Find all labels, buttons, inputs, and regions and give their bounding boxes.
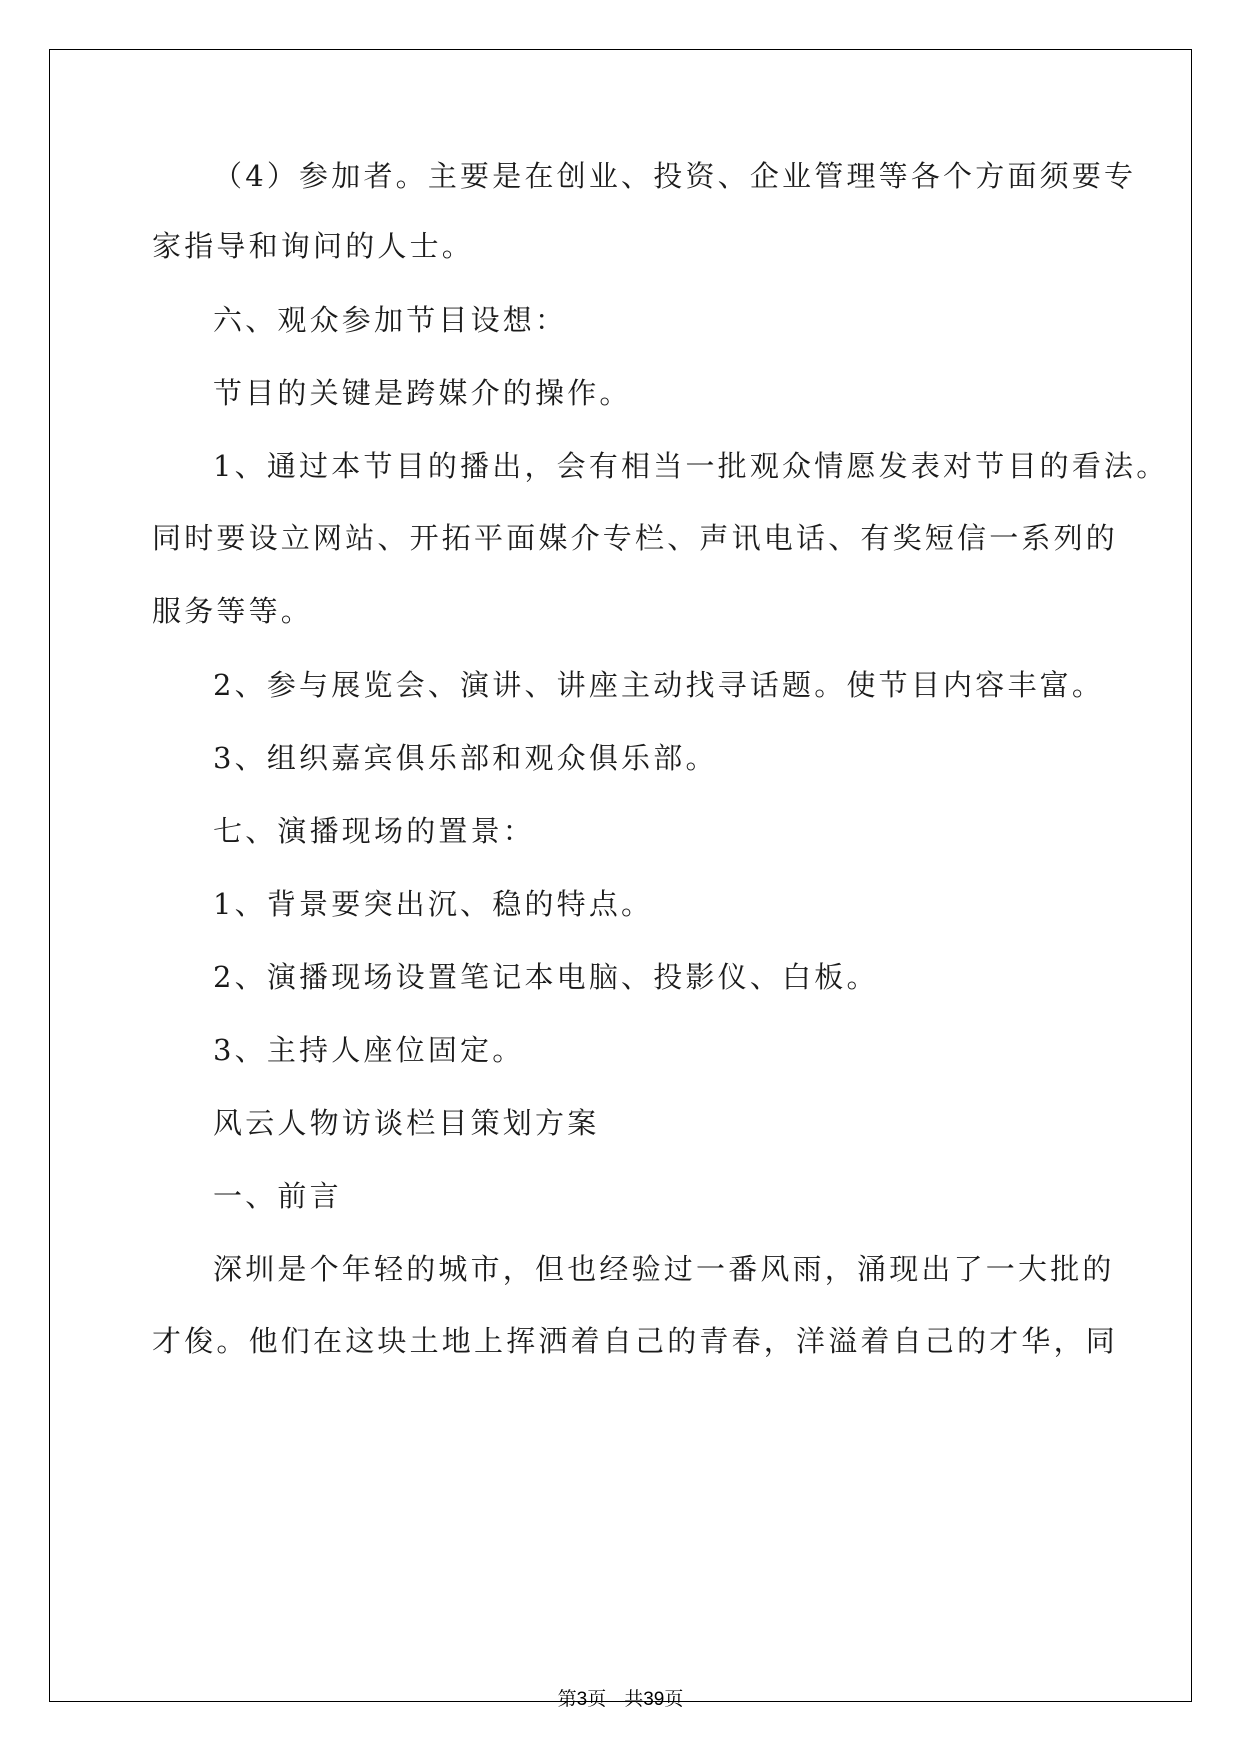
page-footer: [0, 1688, 1241, 1712]
total-suffix: 页: [664, 1689, 684, 1710]
total-pages: 39: [643, 1689, 665, 1710]
section-heading: 六、观众参加节目设想：: [213, 303, 568, 337]
section-heading: 七、演播现场的置景：: [213, 814, 536, 848]
list-item: 1、通过本节目的播出，会有相当一批观众情愿发表对节目的看法。: [213, 449, 1169, 483]
page-border: [49, 49, 1192, 1702]
list-item: 3、主持人座位固定。: [213, 1033, 525, 1067]
total-prefix: 共: [624, 1689, 644, 1710]
document-subtitle: 风云人物访谈栏目策划方案: [213, 1106, 600, 1140]
section-heading: 一、前言: [213, 1179, 342, 1213]
paragraph-line: 深圳是个年轻的城市，但也经验过一番风雨，涌现出了一大批的: [213, 1252, 1115, 1286]
list-item: 1、背景要突出沉、稳的特点。: [213, 887, 654, 921]
page-number: 3: [576, 1689, 588, 1710]
list-item: 2、参与展览会、演讲、讲座主动找寻话题。使节目内容丰富。: [213, 668, 1105, 702]
paragraph-line: 服务等等。: [152, 594, 314, 628]
page-suffix: 页: [587, 1689, 607, 1710]
paragraph-line: （4）参加者。主要是在创业、投资、企业管理等各个方面须要专: [213, 159, 1137, 193]
page-prefix: 第: [557, 1689, 577, 1710]
list-item: 2、演播现场设置笔记本电脑、投影仪、白板。: [213, 960, 879, 994]
list-item: 3、组织嘉宾俱乐部和观众俱乐部。: [213, 741, 718, 775]
paragraph-line: 家指导和询问的人士。: [152, 229, 475, 263]
paragraph-line: 节目的关键是跨媒介的操作。: [213, 376, 632, 410]
paragraph-line: 才俊。他们在这块土地上挥洒着自己的青春，洋溢着自己的才华，同: [152, 1324, 1119, 1358]
paragraph-line: 同时要设立网站、开拓平面媒介专栏、声讯电话、有奖短信一系列的: [152, 521, 1119, 555]
